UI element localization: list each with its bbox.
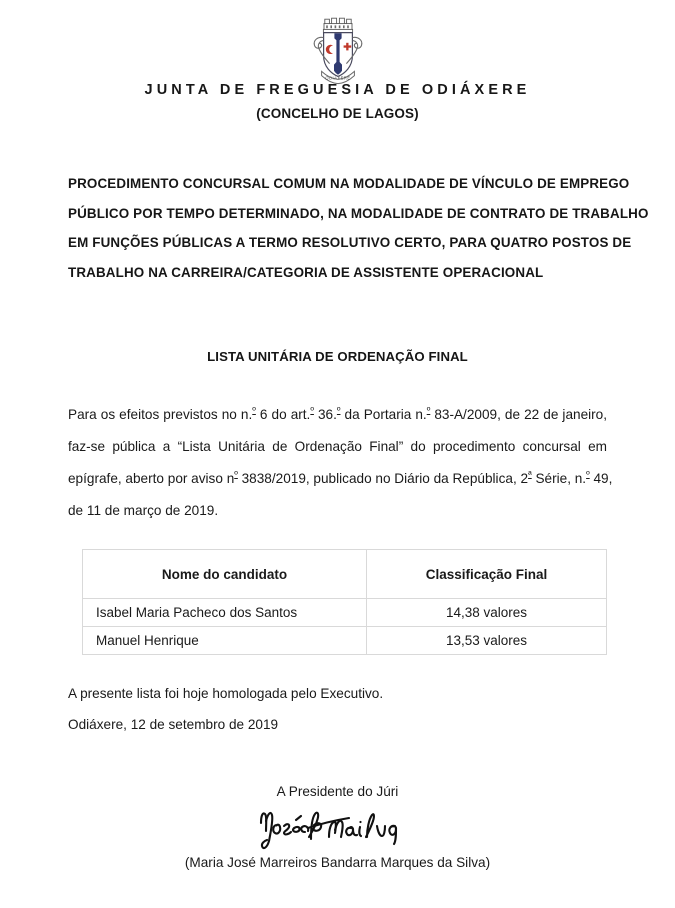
body-line-1 <box>68 399 607 431</box>
table-header-row <box>83 550 607 599</box>
column-header-name: Nome do candidato <box>83 550 367 599</box>
signature-name: (Maria José Marreiros Bandarra Marques da Silva) <box>184 855 491 870</box>
table-row <box>83 627 607 655</box>
body-line-1-part-b: 6 do art. <box>255 407 311 422</box>
closing-line-2: Odiáxere, 12 de setembro de 2019 <box>68 717 279 732</box>
body-line-1-part-a: Para os efeitos previstos no n. <box>68 407 253 422</box>
body-line-3-part-c: Série, n. <box>531 471 587 486</box>
candidate-score: 13,53 valores <box>367 627 607 655</box>
title-line-2: PÚBLICO POR TEMPO DETERMINADO, NA MODALIDADE DE CONTRATO DE TRABALHO <box>68 205 649 221</box>
ordinal-indicator: ª <box>528 469 532 481</box>
results-table-container <box>82 549 600 655</box>
title-line-3: EM FUNÇÕES PÚBLICAS A TERMO RESOLUTIVO CERTO, PARA QUATRO POSTOS DE <box>68 235 632 250</box>
ordinal-indicator: º <box>586 469 590 481</box>
body-line-3-part-b: 3838/2019, publicado no Diário da República, 2 <box>237 471 529 486</box>
body-line-2: faz-se pública a “Lista Unitária de Ordenação Final” do procedimento concursal em <box>68 439 607 454</box>
coat-of-arms-icon <box>307 16 369 86</box>
ordinal-indicator: º <box>310 405 314 417</box>
signature-role: A Presidente do Júri <box>276 784 399 799</box>
handwritten-signature-icon <box>253 801 423 853</box>
body-line-3-part-d: 49, <box>589 471 613 486</box>
body-line-3 <box>68 463 613 495</box>
signature-container <box>0 801 675 853</box>
table-row <box>83 599 607 627</box>
candidate-name: Manuel Henrique <box>83 627 367 655</box>
procedure-title <box>68 169 649 287</box>
body-line-1-part-d: da Portaria n. <box>340 407 427 422</box>
candidate-score: 14,38 valores <box>367 599 607 627</box>
candidate-name: Isabel Maria Pacheco dos Santos <box>83 599 367 627</box>
body-paragraph <box>68 399 613 527</box>
closing-line-1: A presente lista foi hoje homologada pelo Executivo. <box>68 686 384 701</box>
body-line-1-part-c: 36. <box>313 407 337 422</box>
ordinal-indicator: º <box>336 405 341 417</box>
body-line-3-part-a: epígrafe, aberto por aviso n <box>68 471 235 486</box>
ordinal-indicator: º <box>252 405 256 417</box>
results-table <box>82 549 607 655</box>
document-subtitle: LISTA UNITÁRIA DE ORDENAÇÃO FINAL <box>207 349 468 364</box>
column-header-score: Classificação Final <box>367 550 607 599</box>
ordinal-indicator: º <box>426 405 431 417</box>
title-line-1: PROCEDIMENTO CONCURSAL COMUM NA MODALIDADE DE VÍNCULO DE EMPREGO <box>68 176 630 191</box>
organization-name: JUNTA DE FREGUESIA DE ODIÁXERE <box>144 82 531 98</box>
title-line-4: TRABALHO NA CARREIRA/CATEGORIA DE ASSISTENTE OPERACIONAL <box>68 264 544 280</box>
closing-text <box>68 678 675 740</box>
body-line-4: de 11 de março de 2019. <box>68 503 219 518</box>
ordinal-indicator: º <box>234 469 238 481</box>
crest-container <box>0 0 675 81</box>
svg-text:ODIÁXERE: ODIÁXERE <box>324 75 351 81</box>
body-line-1-part-e: 83-A/2009, de 22 de janeiro, <box>430 407 608 422</box>
municipality-name: (CONCELHO DE LAGOS) <box>256 106 419 121</box>
